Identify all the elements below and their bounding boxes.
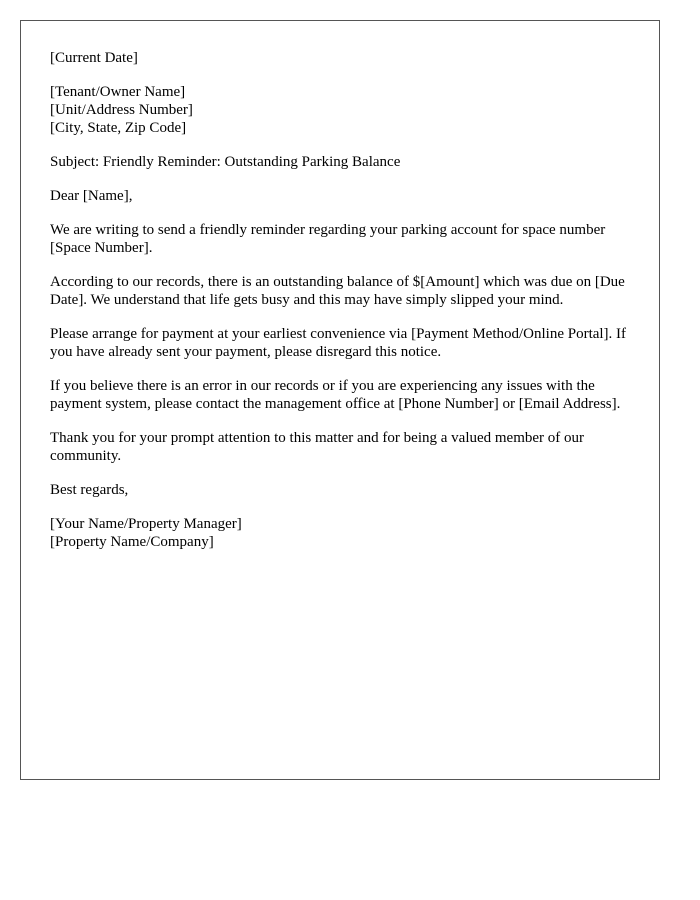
date-block — [50, 49, 640, 67]
body-paragraph — [50, 273, 640, 309]
subject-line — [50, 153, 640, 171]
paragraph-text: We are writing to send a friendly reminder regarding your parking account for space number [Space Number]. — [50, 222, 606, 256]
closing — [50, 481, 640, 499]
body-paragraph — [50, 429, 640, 465]
letter-subject: Subject: Friendly Reminder: Outstanding Parking Balance — [50, 154, 401, 170]
letter-closing: Best regards, — [50, 482, 129, 498]
letter-date: [Current Date] — [50, 50, 138, 66]
recipient-unit: [Unit/Address Number] — [50, 102, 193, 118]
letter-body — [50, 49, 640, 567]
signature-block — [50, 515, 640, 551]
paragraph-text: According to our records, there is an outstanding balance of $[Amount] which was due on [Due Date]. We understand that life gets busy and this may have simply slipped your mind. — [50, 274, 625, 308]
recipient-city: [City, State, Zip Code] — [50, 120, 187, 136]
signature-name: [Your Name/Property Manager] — [50, 516, 242, 532]
body-paragraph — [50, 377, 640, 413]
paragraph-text: Thank you for your prompt attention to this matter and for being a valued member of our community. — [50, 430, 585, 464]
letter-frame — [20, 20, 660, 780]
body-paragraph — [50, 221, 640, 257]
letter-salutation: Dear [Name], — [50, 188, 133, 204]
paragraph-text: If you believe there is an error in our records or if you are experiencing any issues with the payment system, please contact the management office at [Phone Number] or [Email Address]. — [50, 378, 621, 412]
recipient-name: [Tenant/Owner Name] — [50, 84, 186, 100]
body-paragraph — [50, 325, 640, 361]
salutation — [50, 187, 640, 205]
recipient-address — [50, 83, 640, 137]
signature-company: [Property Name/Company] — [50, 534, 214, 550]
paragraph-text: Please arrange for payment at your earliest convenience via [Payment Method/Online Portal]. If you have already sent your payment, please disregard this notice. — [50, 326, 627, 360]
